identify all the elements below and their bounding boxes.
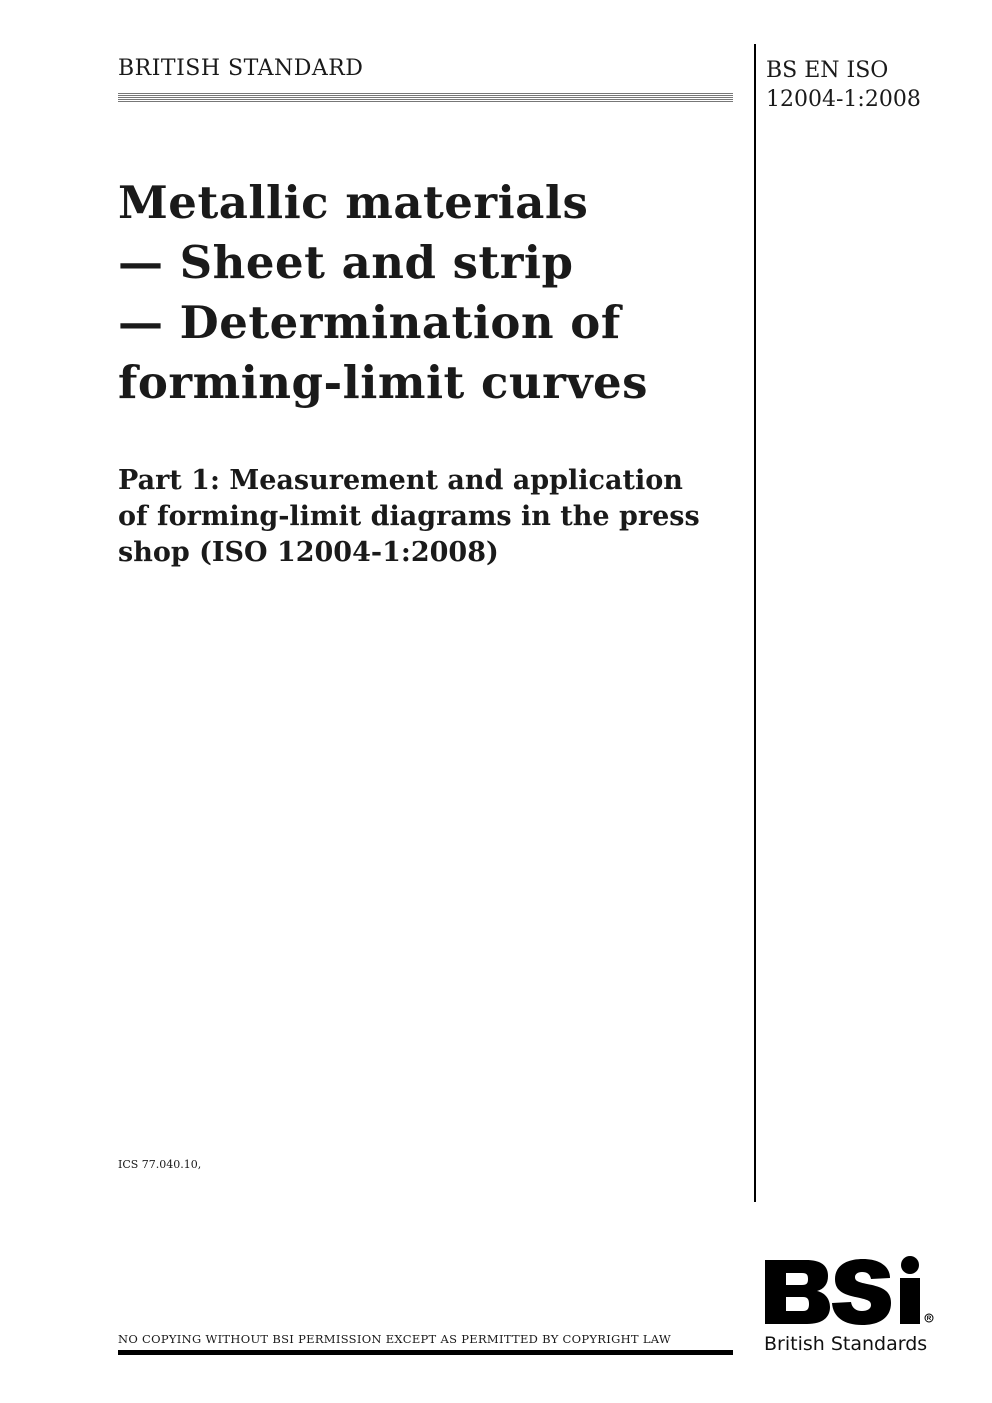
document-number-line2: 12004-1:2008 [766, 87, 921, 112]
footer-rule [118, 1350, 733, 1355]
ics-code: ICS 77.040.10, [118, 1158, 202, 1171]
header-rule [118, 93, 733, 103]
bsi-tagline: British Standards [764, 1333, 928, 1355]
vertical-divider [754, 44, 756, 1202]
title-line-2: — Sheet and strip [118, 236, 574, 289]
subtitle-line-3: shop (ISO 12004-1:2008) [118, 537, 499, 568]
bsi-wordmark-icon [762, 1256, 937, 1326]
document-number-line1: BS EN ISO [766, 58, 889, 83]
subtitle-line-2: of forming-limit diagrams in the press [118, 501, 700, 532]
standard-type-label: BRITISH STANDARD [118, 56, 364, 81]
title-line-3: — Determination of [118, 296, 621, 349]
copyright-notice: NO COPYING WITHOUT BSI PERMISSION EXCEPT AS PERMITTED BY COPYRIGHT LAW [118, 1332, 672, 1346]
subtitle-line-1: Part 1: Measurement and application [118, 465, 683, 496]
bsi-logo [762, 1256, 937, 1360]
document-subtitle [118, 463, 738, 571]
document-number [766, 56, 921, 114]
document-title [118, 173, 738, 413]
title-line-4: forming-limit curves [118, 356, 648, 409]
title-line-1: Metallic materials [118, 176, 589, 229]
